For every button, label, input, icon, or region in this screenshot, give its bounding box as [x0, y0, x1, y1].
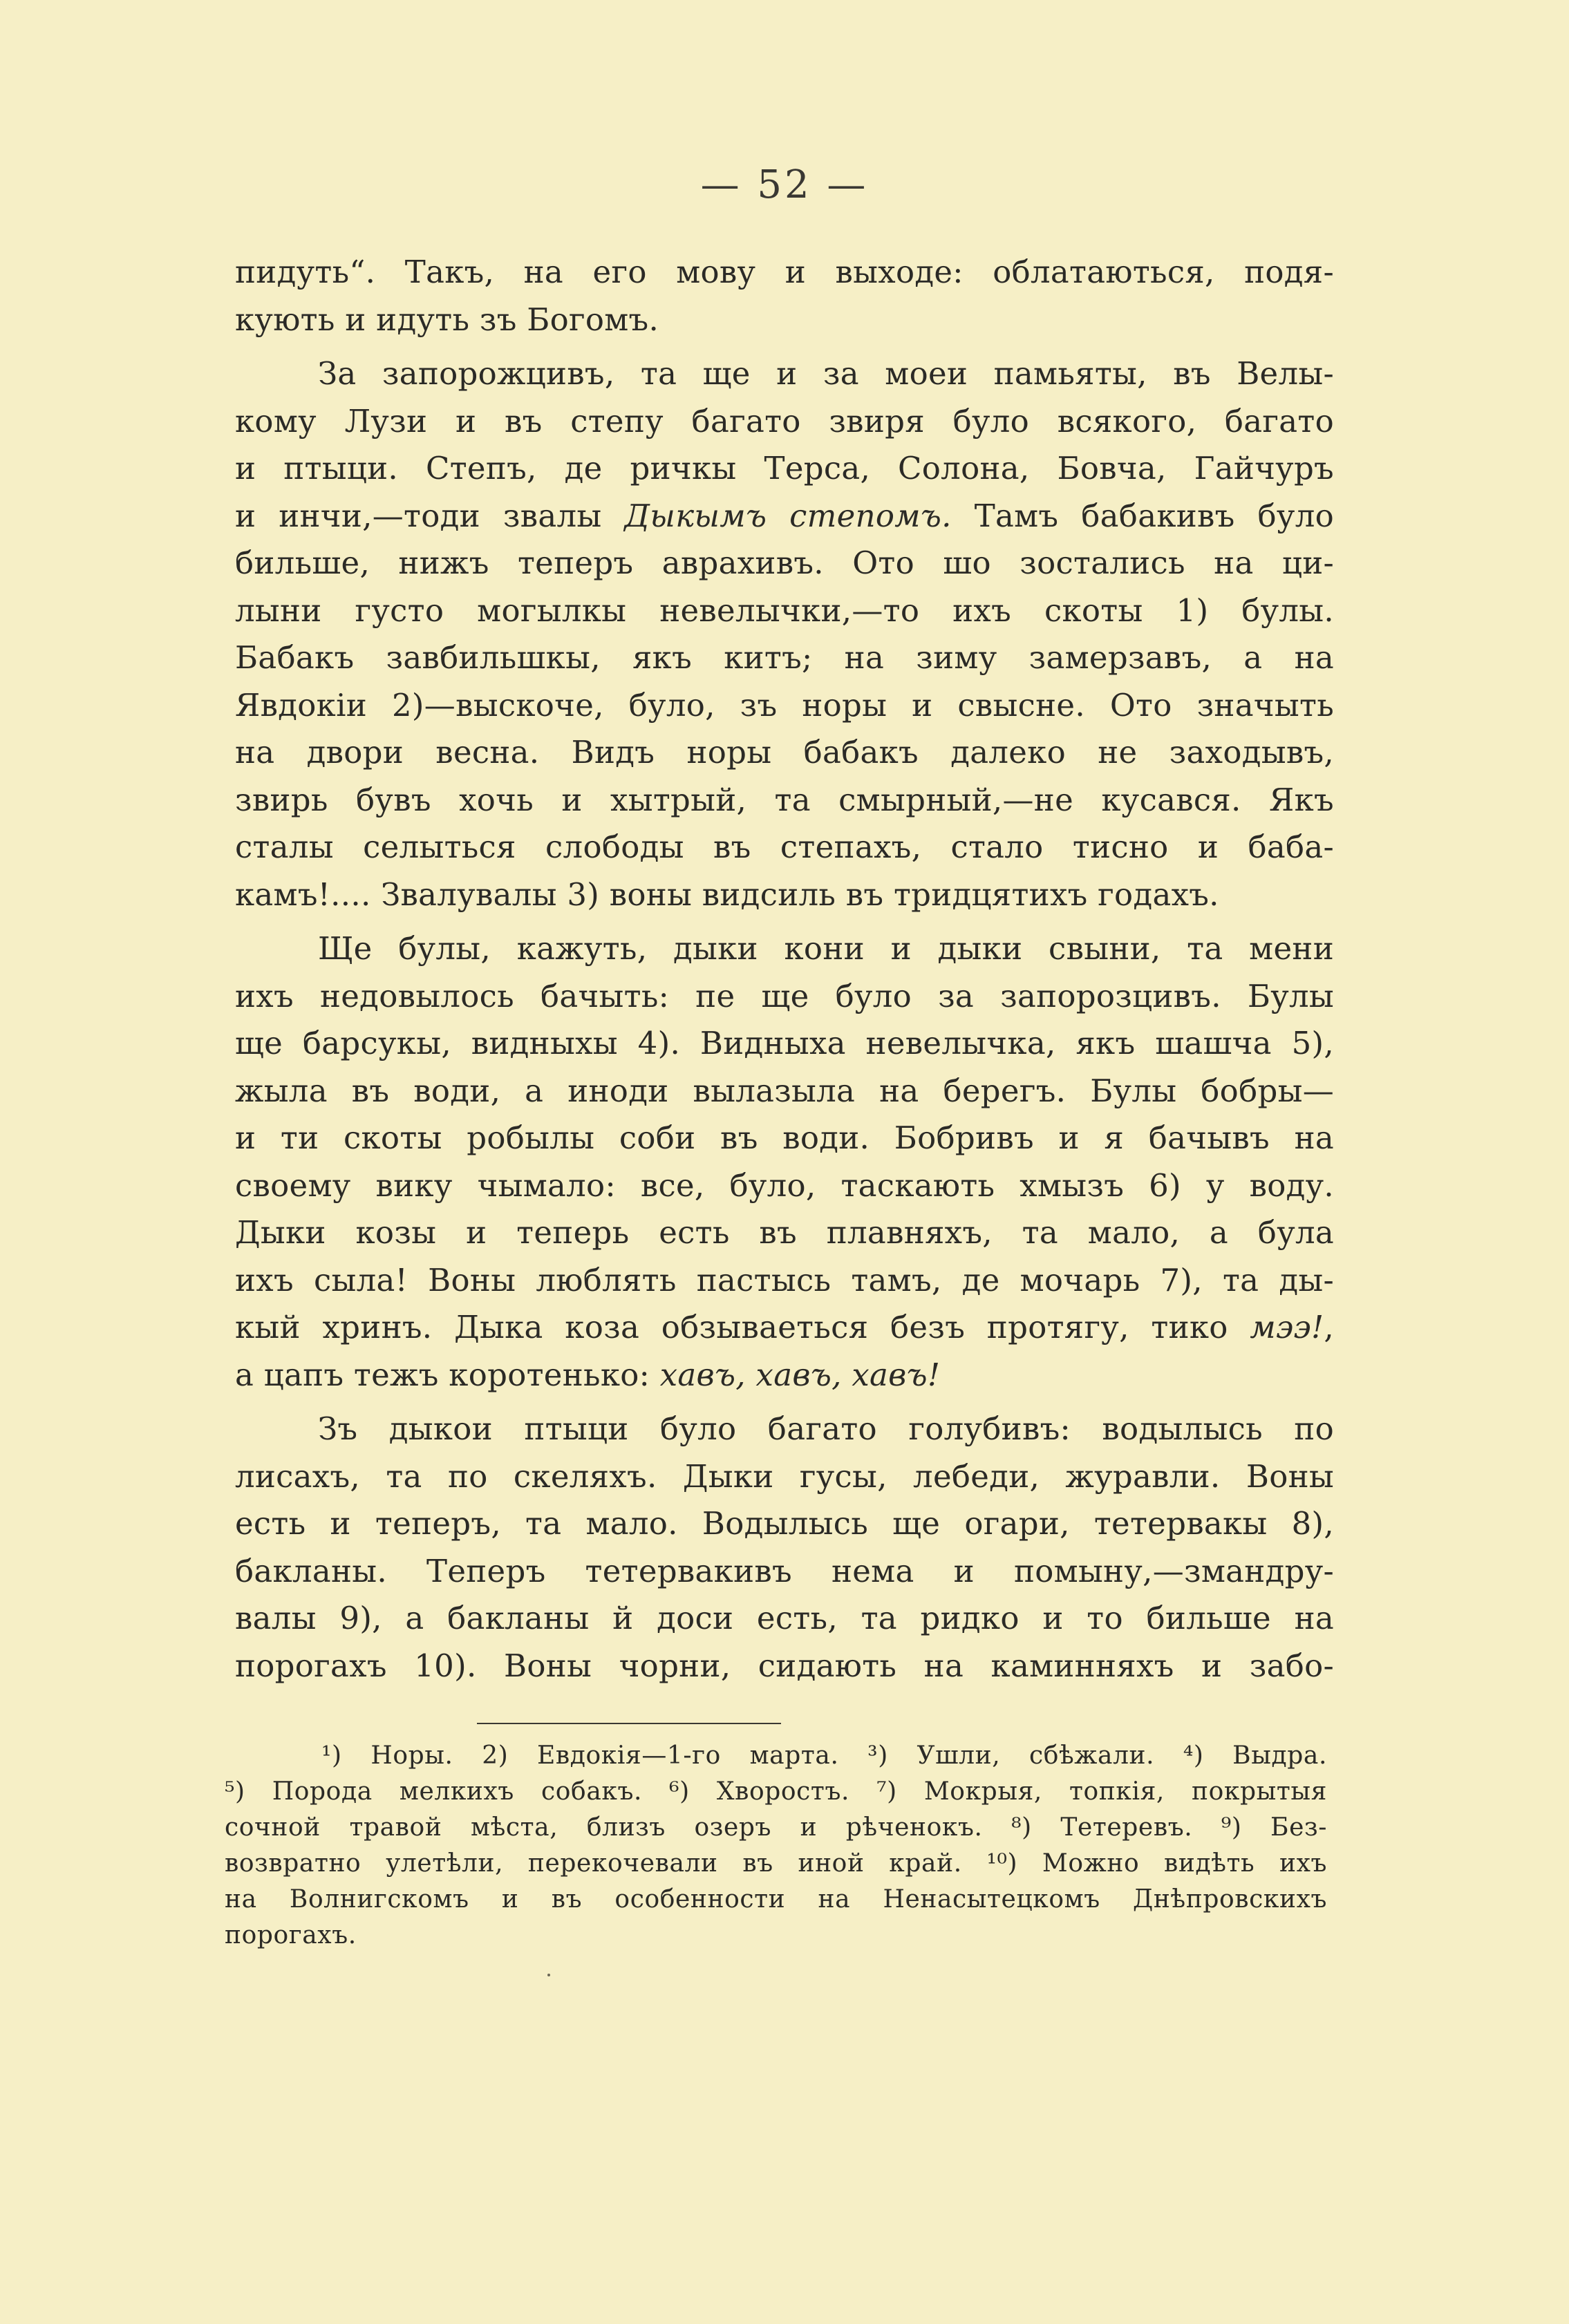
text-line-with-italic: [235, 1352, 1334, 1399]
text-fragment: Тамъ бабакивъ було: [974, 497, 1334, 534]
text-fragment: ,: [1324, 1309, 1334, 1345]
text-line: Явдокіи 2)—выскоче, було, зъ норы и свысне. Ото значыть: [235, 686, 1334, 724]
paragraph-gap: [235, 1399, 1334, 1406]
page-number: — 52 —: [700, 162, 869, 207]
text-line: своему вику чымало: все, було, таскають хмызъ 6) у воду.: [235, 1166, 1334, 1204]
text-line: бильше, нижъ теперъ аврахивъ. Ото шо зостались на ци-: [235, 545, 1334, 581]
text-line: ихъ сыла! Воны люблять пастысь тамъ, де мочарь 7), та ды-: [235, 1261, 1334, 1298]
text-line: ихъ недовылось бачыть: пе ще було за запорозцивъ. Булы: [235, 977, 1334, 1014]
paragraph-gap: [235, 918, 1334, 925]
footnotes: [225, 1738, 1327, 1954]
text-fragment: кый хринъ. Дыка коза обзываеться безъ протягу, тико: [235, 1309, 1228, 1345]
italic-phrase: хавъ, хавъ, хавъ!: [659, 1356, 941, 1393]
footnote-line: возвратно улетѣли, перекочевали въ иной край. ¹⁰) Можно видѣть ихъ: [225, 1849, 1327, 1878]
text-fragment: а цапъ тежъ коротенько:: [235, 1356, 650, 1393]
text-line: камъ!.... Звалувалы 3) воны видсиль въ тридцятихъ годахъ.: [235, 876, 1219, 913]
text-line: пидуть“. Такъ, на его мову и выходе: облатаються, подя-: [235, 254, 1334, 290]
text-fragment: и инчи,—тоди звалы: [235, 497, 602, 534]
text-line: на двори весна. Видъ норы бабакъ далеко не заходывъ,: [235, 734, 1334, 771]
text-line: и ти скоты робылы соби въ води. Бобривъ и я бачывъ на: [235, 1120, 1334, 1156]
text-line: Дыки козы и теперь есть въ плавняхъ, та мало, а була: [235, 1214, 1334, 1251]
text-line: сталы селыться слободы въ степахъ, стало тисно и баба-: [235, 829, 1334, 865]
italic-phrase: мээ!: [1250, 1309, 1324, 1345]
text-line: есть и теперъ, та мало. Водылысь ще огари, тетервакы 8),: [235, 1505, 1334, 1542]
text-line: и птыци. Степъ, де ричкы Терса, Солона, Бовча, Гайчуръ: [235, 450, 1334, 486]
text-line: За запорожцивъ, та ще и за моеи памьяты, въ Велы-: [318, 355, 1334, 392]
body-text: [235, 249, 1334, 1690]
text-line: Зъ дыкои птыци було багато голубивъ: водылысь по: [318, 1410, 1334, 1447]
text-line-with-italic: [235, 1304, 1334, 1352]
text-line: лисахъ, та по скеляхъ. Дыки гусы, лебеди, журавли. Воны: [235, 1457, 1334, 1495]
footnote-divider: [477, 1723, 781, 1724]
footnote-line: сочной травой мѣста, близъ озеръ и рѣченокъ. ⁸) Тетеревъ. ⁹) Без-: [225, 1813, 1327, 1842]
text-line: кому Лузи и въ степу багато звиря було всякого, багато: [235, 402, 1334, 440]
paper-speck: [547, 1974, 550, 1976]
footnote-line: ⁵) Порода мелкихъ собакъ. ⁶) Хворостъ. ⁷) Мокрыя, топкія, покрытыя: [225, 1777, 1327, 1806]
text-line: Ще булы, кажуть, дыки кони и дыки свыни, та мени: [318, 930, 1334, 967]
footnote-line: порогахъ.: [225, 1921, 357, 1949]
text-line: лыни густо могылкы невелычки,—то ихъ скоты 1) булы.: [235, 592, 1334, 629]
text-line: жыла въ води, а иноди вылазыла на берегъ. Булы бобры—: [235, 1072, 1334, 1109]
paragraph-gap: [235, 343, 1334, 350]
text-line: звирь бувъ хочь и хытрый, та смырный,—не кусався. Якъ: [235, 781, 1334, 818]
text-line: бакланы. Теперъ тетервакивъ нема и помыну,—змандру-: [235, 1552, 1334, 1589]
text-line: порогахъ 10). Воны чорни, сидають на каминняхъ и забо-: [235, 1647, 1334, 1684]
footnote-line: на Волнигскомъ и въ особенности на Ненасытецкомъ Днѣпровскихъ: [225, 1885, 1327, 1914]
text-line: кують и идуть зъ Богомъ.: [235, 301, 659, 338]
footnote-line: ¹) Норы. 2) Евдокія—1-го марта. ³) Ушли, сбѣжали. ⁴) Выдра.: [321, 1741, 1327, 1770]
text-line: ще барсукы, видныхы 4). Видныха невелычка, якъ шашча 5),: [235, 1025, 1334, 1061]
text-line: валы 9), а бакланы й доси есть, та ридко и то бильше на: [235, 1600, 1334, 1636]
text-line: Бабакъ завбильшкы, якъ китъ; на зиму замерзавъ, а на: [235, 639, 1334, 676]
text-line-with-italic: [235, 493, 1334, 540]
italic-phrase: Дыкымъ степомъ.: [624, 497, 952, 534]
